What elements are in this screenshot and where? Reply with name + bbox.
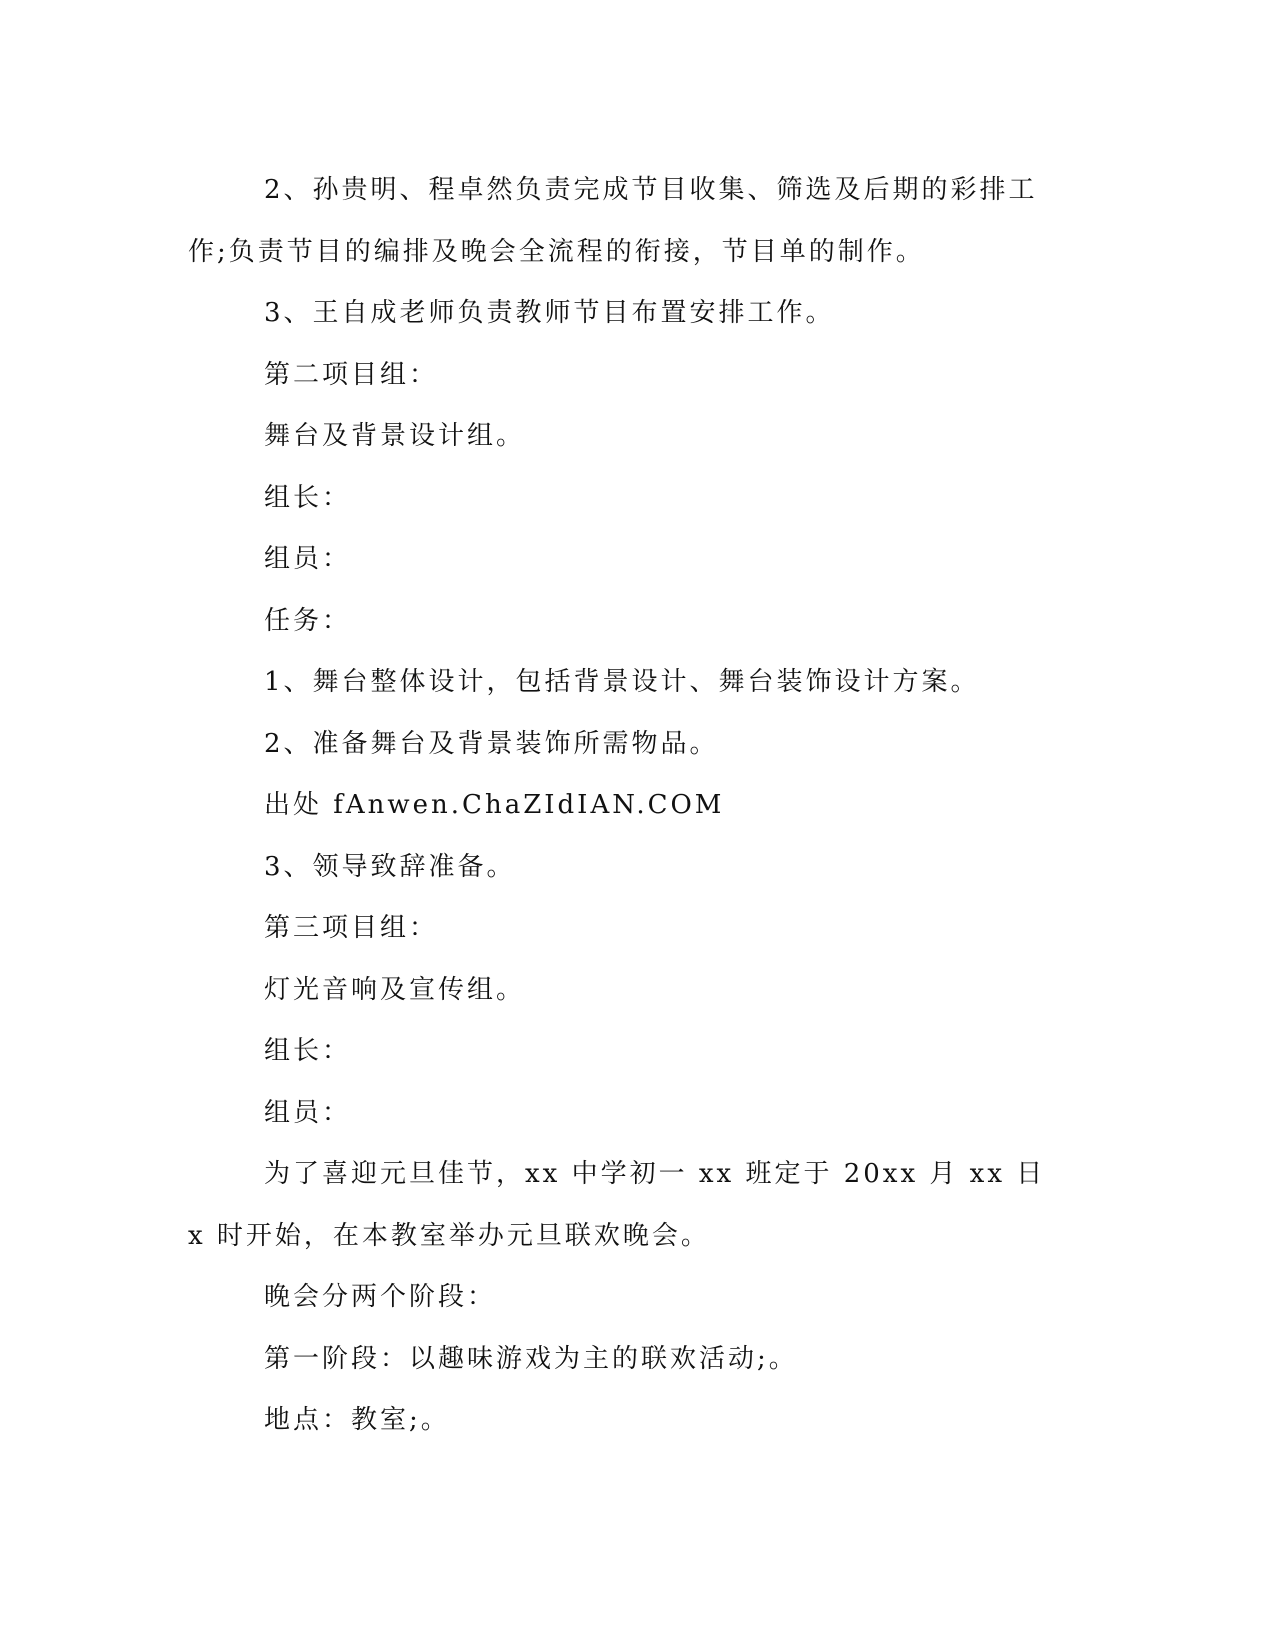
paragraph-location: 地点：教室;。 [264,1405,450,1435]
paragraph-stages-intro: 晚会分两个阶段： [264,1282,497,1312]
document-body [188,160,1068,1452]
paragraph-group-2-heading: 第二项目组： [264,359,439,390]
paragraph-source-note: 出处 fAnwen.ChaZIdIAN.COM [264,790,725,820]
paragraph-stage-design: 1、舞台整体设计，包括背景设计、舞台装饰设计方案。 [264,667,980,697]
paragraph-stage-supplies: 2、准备舞台及背景装饰所需物品。 [264,728,719,759]
paragraph-group-2-name: 舞台及背景设计组。 [264,421,526,451]
paragraph-group-3-leader: 组长： [264,1036,352,1066]
paragraph-leader-speech: 3、领导致辞准备。 [264,851,516,882]
paragraph-event-intro: 为了喜迎元旦佳节，xx 中学初一 xx 班定于 20xx 月 xx 日 x 时开始，在本教室举办元旦联欢晚会。 [188,1159,1057,1251]
paragraph-group-3-name: 灯光音响及宣传组。 [264,974,526,1005]
paragraph-task-3-teacher: 3、王自成老师负责教师节目布置安排工作。 [264,298,835,328]
paragraph-group-2-leader: 组长： [264,482,352,513]
paragraph-group-2-members: 组员： [264,544,352,574]
paragraph-group-3-heading: 第三项目组： [264,913,439,943]
paragraph-stage-one: 第一阶段：以趣味游戏为主的联欢活动;。 [264,1343,798,1374]
paragraph-group-3-members: 组员： [264,1097,352,1128]
paragraph-task-2-program: 2、孙贵明、程卓然负责完成节目收集、筛选及后期的彩排工作;负责节目的编排及晚会全流程的衔接，节目单的制作。 [188,175,1038,267]
paragraph-group-2-tasks: 任务： [264,605,352,636]
